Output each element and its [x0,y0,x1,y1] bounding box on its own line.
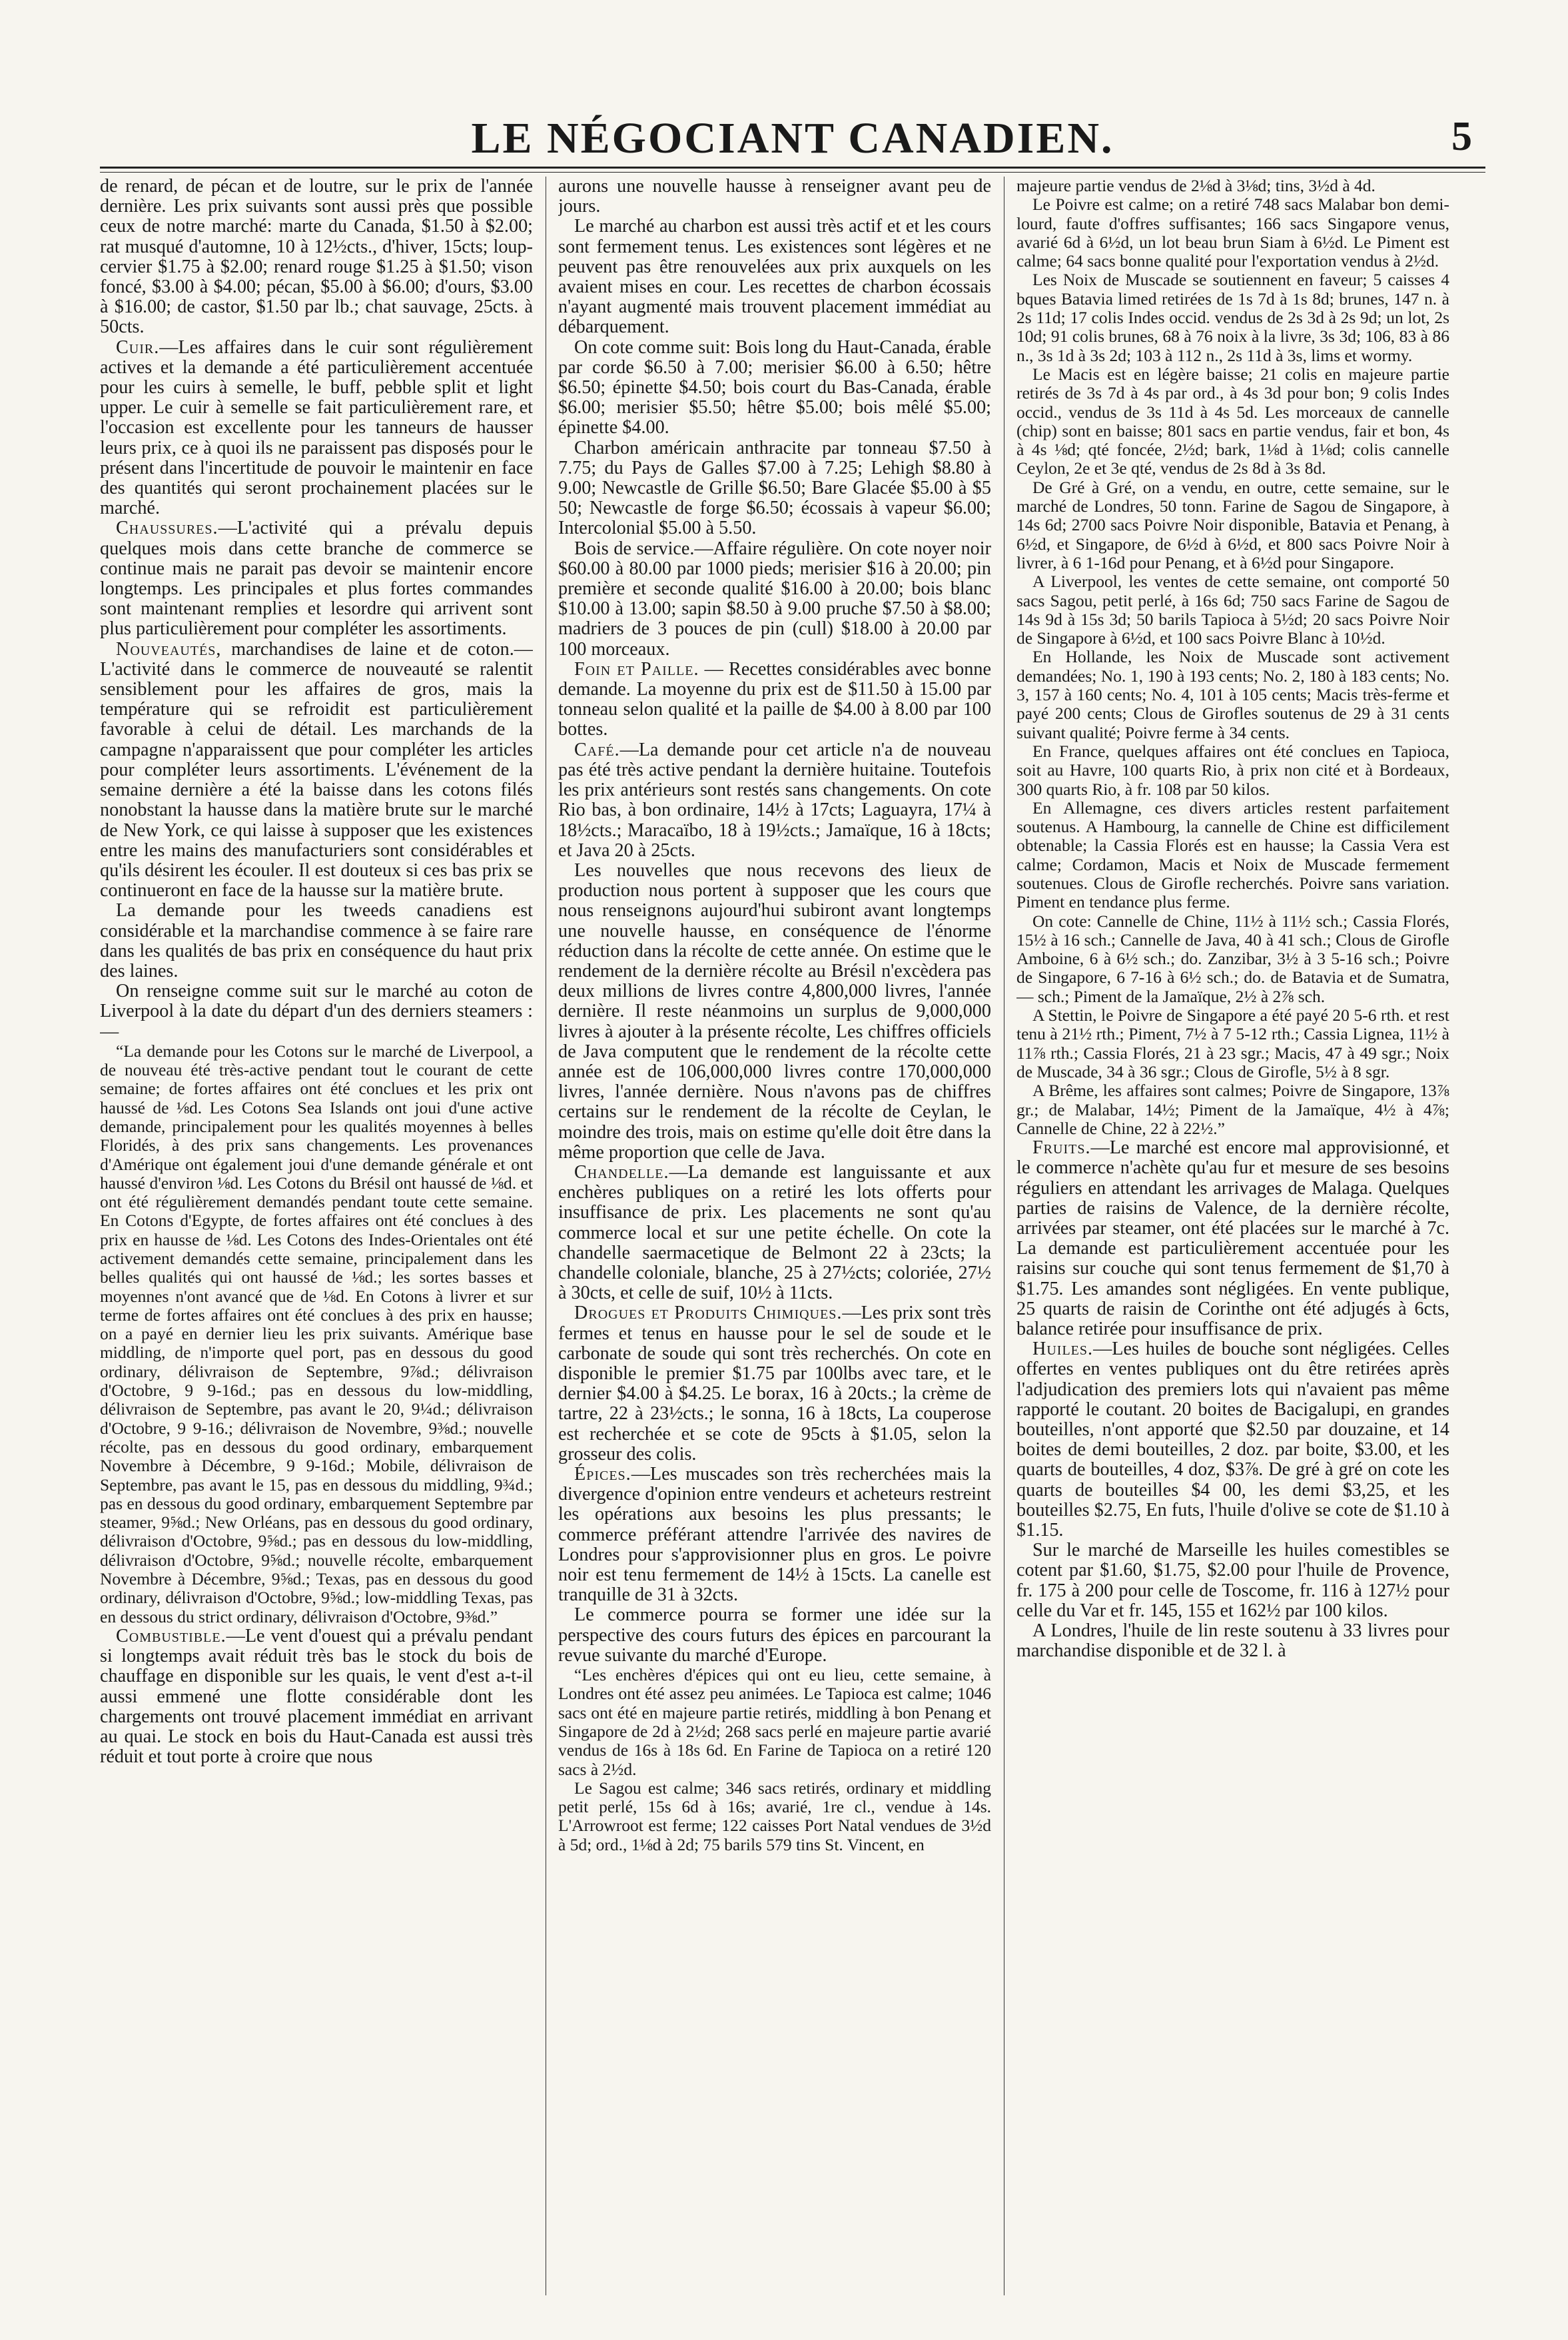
paragraph-text: “Les enchères d'épices qui ont eu lieu, cette semaine, à Londres ont été assez peu animées. Le Tapioca est calme; 1046 sacs ont été en majeure partie retirés, middling à bon Penang et Singapore de 2d à 2½d; 268 sacs perlé en majeure partie avarié vendus de 16s à 18s 6d. En Farine de Tapioca on a retiré 120 sacs à 2½d. [558,1665,991,1779]
paragraph-text: marchandises de laine et de coton.—L'activité dans le commerce de nouveauté se ralentit sensiblement pour les affaires de gros, mais la température qui se refroidit est particulièrement favorable à celui de détail. Les marchands de la campagne n'apparaissent que pour compléter les articles pour compléter leurs assortiments. L'événement de la semaine dernière a été la baisse dans les cotons filés nonobstant la hausse dans la matière brute sur le marché de New York, ce qui laisse à supposer que les existences entre les mains des manufacturiers sont considérables et qu'ils désirent les écouler. Il est douteux si ces bas prix se continueront en face de la hausse sur la matière brute. [100,638,533,901]
article-paragraph [558,1303,991,1464]
article-paragraph [558,861,991,1163]
header-rule [100,167,1485,169]
paragraph-text: Le commerce pourra se former une idée sur la perspective des cours futurs des épices en parcourant la revue suivante du marché d'Europe. [558,1604,991,1666]
paragraph-text: On renseigne comme suit sur le marché au coton de Liverpool à la date du départ d'un des derniers steamers :— [100,981,533,1042]
article-paragraph [1016,177,1449,195]
article-paragraph [1016,365,1449,478]
article-paragraph [1016,478,1449,572]
section-heading: Épices. [574,1464,631,1484]
article-paragraph [558,1779,991,1854]
paragraph-text: La demande pour les tweeds canadiens est considérable et la marchandise commence à se faire rare dans les qualités de bas prix en conséquence du haut prix des laines. [100,900,533,981]
article-paragraph [100,981,533,1042]
article-paragraph [558,1605,991,1666]
paragraph-text: —La demande pour cet article n'a de nouveau pas été très active pendant la dernière huitaine. Toutefois les prix antérieurs sont restés sans changements. On cote Rio bas, à bon ordinaire, 14½ à 17cts; Laguayra, 17¼ à 18½cts.; Maracaïbo, 18 à 19½cts.; Jamaïque, 16 à 18cts; et Java 20 à 25cts. [558,739,991,861]
article-paragraph [1016,572,1449,648]
paragraph-text: De Gré à Gré, on a vendu, en outre, cette semaine, sur le marché de Londres, 50 tonn. Farine de Sagou de Singapore, à 14s 6d; 2700 sacs Poivre Noir disponible, Batavia et Penang, à 6½d, et Singapore, de 6½d à 6½d, et 800 sacs Poivre Noir à livrer, à 6 1-16d pour Penang, et à 6½d pour Singapore. [1016,477,1449,572]
paragraph-text: “La demande pour les Cotons sur le marché de Liverpool, a de nouveau été très-active pendant tout le courant de cette semaine; de fortes affaires ont été conclues et les prix ont haussé de ⅛d. Les Cotons Sea Islands ont joui d'une active demande, principalement pour les qualités moyennes à belles Floridés, à des prix sans changements. Les provenances d'Amérique ont également joui d'une demande générale et ont haussé d'environ ⅛d. Les Cotons du Brésil ont haussé de ⅛d. et ont été régulièrement demandés pendant toute cette semaine. En Cotons d'Egypte, de fortes affaires ont été conclues à des prix en hausse de ⅛d. Les Cotons des Indes-Orientales ont été activement demandés cette semaine, principalement dans les belles qualités qui ont haussé de ⅛d.; les sortes basses et moyennes n'ont avancé que de ⅛d. En Cotons à livrer et sur terme de fortes affaires ont été conclues à des prix en hausse; on a payé en dernier lieu les prix suivants. Amérique base middling, de n'importe quel port, pas en dessous du good ordinary, délivraison de Septembre, 9⅞d.; délivraison d'Octobre, 9 9-16d.; pas en dessous du low-middling, délivraison de Septembre, pas avant le 20, 9¼d.; délivraison d'Octobre, 9 9-16.; délivraison de Novembre, 9⅜d.; nouvelle récolte, pas en dessous du good ordinary, embarquement Novembre à Décembre, 9 9-16d.; Mobile, délivraison de Septembre, pas avant le 15, pas en dessous du middling, 9¾d.; pas en dessous du good ordinary, embarquement Septembre par steamer, 9⅝d.; New Orléans, pas en dessous du good ordinary, délivraison d'Octobre, 9⅝d.; pas en dessous du low-middling, délivraison d'Octobre, 9⅝d.; nouvelle récolte, embarquement Novembre à Décembre, 9⅝d.; Texas, pas en dessous du good ordinary, délivraison d'Octobre, 9⅝d.; low-middling Texas, pas en dessous du strict ordinary, délivraison d'Octobre, 9⅜d.” [100,1041,533,1626]
article-paragraph [558,1666,991,1779]
article-paragraph [1016,648,1449,742]
page-number: 5 [1451,114,1472,159]
article-paragraph [100,901,533,981]
article-paragraph [558,217,991,337]
article-paragraph [1016,195,1449,271]
paragraph-text: Sur le marché de Marseille les huiles comestibles se cotent par $1.60, $1.75, $2.00 pour l'huile de Provence, fr. 175 à 200 pour celle de Toscome, fr. 116 à 127½ pour celle du Var et fr. 145, 155 et 162½ par 100 kilos. [1016,1540,1449,1621]
article-paragraph [1016,271,1449,364]
paragraph-text: A Brême, les affaires sont calmes; Poivre de Singapore, 13⅞ gr.; de Malabar, 14½; Piment de la Jamaïque, 4½ à 4⅞; Cannelle de Chine, 22 à 22½.” [1016,1081,1449,1138]
paragraph-text: En France, quelques affaires ont été conclues en Tapioca, soit au Havre, 100 quarts Rio, à prix non cité et à Bordeaux, 300 quarts Rio, à fr. 108 par 50 kilos. [1016,741,1449,799]
header-rule-thin [100,172,1485,173]
column-3 [1016,177,1449,2295]
article-paragraph [1016,1081,1449,1138]
paragraph-text: Les nouvelles que nous recevons des lieux de production nous portent à supposer que les cours que nous renseignons aujourd'hui subiront avant longtemps une nouvelle hausse, en conséquence de l'énorme réduction dans la récolte de cette année. On estime que le rendement de la dernière récolte au Brésil n'excèdera pas deux millions de livres contre 4,800,000 livres, l'année dernière. Il reste néanmoins un surplus de 9,000,000 livres à ajouter à la présente récolte, Les chiffres officiels de Java computent que le rendement de la récolte cette année est de 106,000,000 livres contre 170,000,000 livres, l'année dernière. Nous n'avons pas de chiffres certains sur le rendement de la récolte de Ceylan, le moindre des trois, mais on estime qu'elle doit être dans la même proportion que celle de Java. [558,860,991,1163]
paragraph-text: En Hollande, les Noix de Muscade sont activement demandées; No. 1, 190 à 193 cents; No. 2, 180 à 183 cents; No. 3, 157 à 160 cents; No. 4, 101 à 105 cents; Macis très-ferme et payé 200 cents; Clous de Girofles soutenus de 29 à 31 cents suivant qualité; Poivre ferme à 34 cents. [1016,647,1449,742]
paragraph-text: Les Noix de Muscade se soutiennent en faveur; 5 caisses 4 bques Batavia limed retirées de 1s 7d à 1s 8d; brunes, 147 n. à 2s 11d; 17 colis Indes occid. vendus de 2s 3d à 2s 9d; un lot, 2s 10d; 91 colis brunes, 68 à 76 noix à la livre, 3s 3d; 106, 83 à 86 n., 3s 1d à 3s 2d; 103 à 112 n., 2s 11d à 3s, lims et wormy. [1016,270,1449,365]
article-paragraph [558,177,991,217]
section-heading: Cuir. [116,336,160,358]
paragraph-text: Le Macis est en légère baisse; 21 colis en majeure partie retirés de 3s 7d à 4s par ord., à 4s 3d pour bon; 9 colis Indes occid., vendus de 3s 11d à 4s 5d. Les morceaux de cannelle (chip) sont en baisse; 801 sacs en partie vendus, fair et bon, 4s à 4s ⅛d; qté foncée, 2½d; bark, 1⅛d à 1⅛d; colis cannelle Ceylon, 2e et 3e qté, vendus de 2s 8d à 3s 8d. [1016,364,1449,478]
section-heading: Foin et Paille. [574,658,699,680]
article-paragraph [100,338,533,519]
paragraph-text: On cote comme suit: Bois long du Haut-Canada, érable par corde $6.50 à 7.00; merisier $6.00 à 6.50; hêtre $6.50; épinette $4.50; bois court du Bas-Canada, érable $6.00; merisier $5.50; hêtre $5.00; bois mêlé $5.00; épinette $4.00. [558,336,991,438]
paragraph-text: On cote: Cannelle de Chine, 11½ à 11½ sch.; Cassia Florés, 15½ à 16 sch.; Cannelle de Java, 40 à 41 sch.; Clous de Girofle Amboine, 6 à 6½ sch.; do. Zanzibar, 3½ à 3 5-16 sch.; Poivre de Singapore, 6 7-16 à 6½ sch.; do. de Batavia et de Sumatra, — sch.; Piment de la Jamaïque, 2½ à 2⅞ sch. [1016,911,1449,1006]
section-heading: Nouveautés, [116,638,222,660]
paragraph-text: — Recettes considérables avec bonne demande. La moyenne du prix est de $11.50 à 15.00 par tonneau selon qualité et la paille de $4.00 à 8.00 par 100 bottes. [558,658,991,740]
paragraph-text: —Le marché est encore mal approvisionné, et le commerce n'achète qu'au fur et mesure de ses besoins réguliers en attendant les arrivages de Malaga. Quelques parties de raisins de Valence, de la dernière récolte, arrivées par steamer, ont été placées sur le marché à 7c. La demande est particulièrement accentuée pour les raisins sur couche qui sont tenus fermement de $1,70 à $1.75. Les amandes sont négligées. En vente publique, 25 quarts de raisin de Corinthe ont été adjugés à 6cts, balance retirée pour insuffisance de prix. [1016,1137,1449,1339]
section-heading: Fruits. [1032,1137,1091,1159]
masthead [100,113,1485,167]
section-heading: Chandelle. [574,1161,669,1183]
article-paragraph [100,177,533,338]
section-heading: Drogues et Produits Chimiques. [574,1303,843,1324]
article-paragraph [100,1042,533,1626]
paragraph-text: —Les huiles de bouche sont négligées. Celles offertes en ventes publiques ont du être retirées après l'adjudication des premiers lots qui n'avaient pas même rapporté le coutant. 20 boites de Bacigalupi, en grandes bouteilles, n'ont apporté que $2.50 par douzaine, et 14 boites de demi bouteilles, 2 doz. par boite, $3.00, et les quarts de bouteilles, 4 doz, $3⅞. De gré à gré on cote les quarts de bouteilles $4 00, les demi $3,25, et les bouteilles $2.75, En futs, l'huile d'olive se cote de $1.10 à $1.15. [1016,1339,1449,1540]
article-paragraph [1016,799,1449,912]
paragraph-text: majeure partie vendus de 2⅛d à 3⅛d; tins, 3½d à 4d. [1016,177,1375,195]
article-paragraph [100,518,533,639]
paragraph-text: En Allemagne, ces divers articles restent parfaitement soutenus. A Hambourg, la cannelle de Chine est difficilement obtenable; la Cassia Florés est en hausse; la Cassia Vera est calme; Cordamon, Macis et Noix de Muscade fermement soutenues. Clous de Girofle recherchés. Poivre sans variation. Piment en tendance plus ferme. [1016,798,1449,912]
article-paragraph [100,1626,533,1767]
paragraph-text: A Stettin, le Poivre de Singapore a été payé 20 5-6 rth. et rest tenu à 21½ rth.; Piment, 7½ à 7 5-12 rth.; Cassia Lignea, 11½ à 11⅞ rth.; Cassia Florés, 21 à 23 sgr.; Macis, 47 à 49 sgr.; Noix de Muscade, 34 à 36 sgr.; Clous de Girofle, 5½ à 8 sgr. [1016,1005,1449,1081]
article-paragraph [558,539,991,660]
article-paragraph [1016,742,1449,799]
paragraph-text: —Les muscades son très recherchées mais la divergence d'opinion entre vendeurs et acheteurs restreint les opérations aux besoins les plus pressants; le commerce préférant attendre l'arrivée des navires de Londres pour s'approvisionner plus en gros. Le poivre noir est tenu fermement de 14½ à 15cts. La canelle est tranquille de 31 à 32cts. [558,1464,991,1606]
article-paragraph [1016,1006,1449,1081]
section-heading: Combustible. [116,1625,226,1646]
article-paragraph [100,640,533,901]
article-paragraph [558,1464,991,1605]
paragraph-text: Le Poivre est calme; on a retiré 748 sacs Malabar bon demi-lourd, faute d'offres suffisantes; 166 sacs Singapore venus, avarié 6d à 6½d, un lot beau brun Siam à 6½d. Le Piment est calme; 64 sacs bonne qualité pour l'exportation vendus à 2½d. [1016,195,1449,271]
article-paragraph [1016,1138,1449,1339]
paragraph-text: aurons une nouvelle hausse à renseigner avant peu de jours. [558,177,991,217]
paragraph-text: A Liverpool, les ventes de cette semaine, ont comporté 50 sacs Sagou, petit perlé, à 16s 6d; 750 sacs Farine de Sagou de 14s 9d à 15s 3d; 50 barils Tapioca à 5½d; 20 sacs Poivre Noir de Singapore à 6½d, et 100 sacs Poivre Blanc à 10½d. [1016,572,1449,648]
article-paragraph [1016,1339,1449,1540]
article-paragraph [558,1163,991,1303]
paragraph-text: Bois de service.—Affaire régulière. On cote noyer noir $60.00 à 80.00 par 1000 pieds; merisier $16 à 20.00; pin première et seconde qualité $16.00 à 20.00; bois blanc $10.00 à 13.00; sapin $8.50 à 9.00 pruche $7.50 à $8.00; madriers de 3 pouces de pin (cull) $18.00 à 20.00 par 100 morceaux. [558,538,991,660]
newspaper-title: LE NÉGOCIANT CANADIEN. [471,114,1114,163]
paragraph-text: Charbon américain anthracite par tonneau $7.50 à 7.75; du Pays de Galles $7.00 à 7.25; Lehigh $8.80 à 9.00; Newcastle de Grille $6.50; Bare Glacée $5.00 à $5 50; Newcastle de forge $6.50; écossais à vapeur $6.00; Intercolonial $5.00 à 5.50. [558,437,991,539]
section-heading: Huiles. [1032,1339,1094,1360]
section-heading: Café. [574,739,620,760]
column-2 [558,177,991,2295]
article-paragraph [1016,1540,1449,1621]
paragraph-text: —Les prix sont très fermes et tenus en hausse pour le sel de soude et le carbonate de soude qui sont très recherchés. On cote en disponible le premier $1.75 par 100lbs avec tare, et le dernier $4.00 à $4.25. Le borax, 16 à 20cts.; la crème de tartre, 22 à 23½cts.; le sonna, 16 à 18cts, La couperose est recherchée et se cote de 95cts à $1.05, selon la grosseur des colis. [558,1303,991,1464]
paragraph-text: —Les affaires dans le cuir sont régulièrement actives et la demande a été particulièrement accentuée pour les cuirs à semelle, le buff, pebble split et light upper. Le cuir à semelle se fait particulièrement rare, et l'occasion est excellente pour les tanneurs de hausser leurs prix, ce à quoi ils ne paraissent pas disposés pour le présent dans l'incertitude de pouvoir le maintenir en face des quantités qui seront prochainement placées sur le marché. [100,336,533,519]
paragraph-text: —Le vent d'ouest qui a prévalu pendant si longtemps avait réduit très bas le stock du bois de chauffage en disponible sur les quais, le vent d'est a-t-il aussi emmené une flotte considérable dont les chargements ont trouvé placement immédiat en arrivant au quai. Le stock en bois du Haut-Canada est aussi très réduit et tout porte à croire que nous [100,1625,533,1768]
paragraph-text: Le Sagou est calme; 346 sacs retirés, ordinary et middling petit perlé, 15s 6d à 16s; avarié, 1re cl., vendue à 14s. L'Arrowroot est ferme; 122 caisses Port Natal vendues de 3½d à 5d; ord., 1⅛d à 2d; 75 barils 579 tins St. Vincent, en [558,1778,991,1854]
paragraph-text: Le marché au charbon est aussi très actif et et les cours sont fermement tenus. Les existences sont légères et ne peuvent pas être renouvelées aux prix auxquels on les avaient mises en cour. Les recettes de charbon écossais n'ayant augmenté mais trouvent placement immédiat au débarquement. [558,216,991,338]
article-paragraph [1016,1621,1449,1661]
column-1 [100,177,533,2295]
article-paragraph [558,660,991,740]
article-paragraph [558,740,991,861]
paragraph-text: —L'activité qui a prévalu depuis quelques mois dans cette branche de commerce se continue mais ne parait pas devoir se maintenir encore longtemps. Les principales et plus fortes commandes sont maintenant remplies et lesordre qui arrivent sont plus particulièrement pour compléter les assortiments. [100,518,533,640]
section-heading: Chaussures. [116,518,218,539]
article-paragraph [1016,912,1449,1006]
article-paragraph [558,438,991,539]
paragraph-text: —La demande est languissante et aux enchères publiques on a retiré les lots offerts pour insuffisance de prix. Les placements ne sont qu'au commerce local et sur une petite échelle. On cote la chandelle saermacetique de Belmont 22 à 23cts; la chandelle coloniale, blanche, 25 à 27½cts; coloriée, 27½ à 30cts, et celle de suif, 10½ à 11cts. [558,1161,991,1304]
paragraph-text: de renard, de pécan et de loutre, sur le prix de l'année dernière. Les prix suivants sont aussi près que possible ceux de notre marché: marte du Canada, $1.50 à $2.00; rat musqué d'automne, 10 à 12½cts., d'hiver, 15cts; loup-cervier $1.75 à $2.00; renard rouge $1.25 à $1.50; vison foncé, $3.00 à $4.00; pécan, $5.00 à $6.00; d'ours, $3.00 à $16.00; de castor, $1.50 par lb.; chat sauvage, 25cts. à 50cts. [100,177,533,338]
article-paragraph [558,338,991,438]
paragraph-text: A Londres, l'huile de lin reste soutenu à 33 livres pour marchandise disponible et de 32 l. à [1016,1620,1449,1662]
